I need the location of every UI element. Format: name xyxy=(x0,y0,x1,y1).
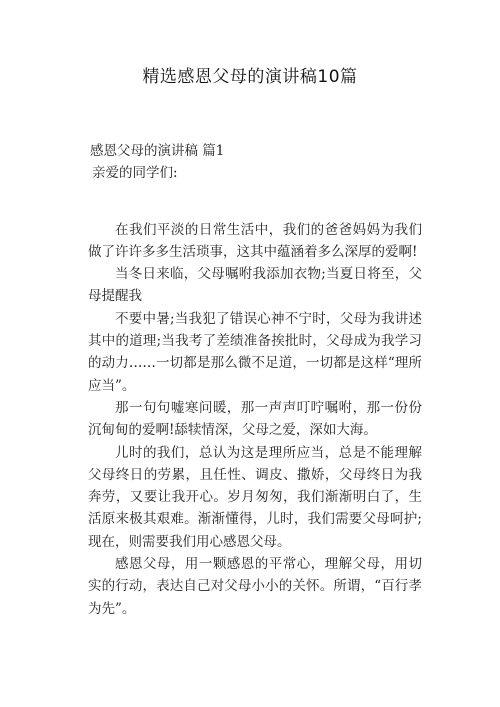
paragraph-4: 那一句句嘘寒问暖，那一声声叮咛嘱咐，那一份份沉甸甸的爱啊!舔犊情深，父母之爱，深如大海。 xyxy=(88,399,422,439)
section-heading: 感恩父母的演讲稿 篇1 xyxy=(90,143,225,159)
paragraph-1: 在我们平淡的日常生活中，我们的爸爸妈妈为我们做了许许多多生活琐事，这其中蕴涵着多么深厚的爱啊! xyxy=(88,221,422,260)
paragraph-3: 不要中暑;当我犯了错误心神不宁时，父母为我讲述其中的道理;当我考了差绩准备挨批时，父母成为我学习的动力……一切都是那么微不足道，一切都是这样“理所应当”。 xyxy=(88,310,422,394)
paragraph-2: 当冬日来临，父母嘱咐我添加衣物;当夏日将至，父母提醒我 xyxy=(88,266,422,305)
document-body xyxy=(88,140,422,620)
paragraph-6: 感恩父母，用一颗感恩的平常心，理解父母，用切实的行动，表达自己对父母小小的关怀。所谓，“百行孝为先”。 xyxy=(88,556,422,617)
document-title: 精选感恩父母的演讲稿10篇 xyxy=(142,67,358,87)
paragraph-gap xyxy=(88,185,422,219)
salutation: 亲爱的同学们: xyxy=(92,165,178,182)
paragraph-5: 儿时的我们，总认为这是理所应当，总是不能理解父母终日的劳累，且任性、调皮、撒娇，父母终日为我奔劳，又要让我开心。岁月匆匆，我们渐渐明白了，生活原来极其艰难。渐渐懂得，儿时，我们需要父母呵护;现在，则需要我们用心感恩父母。 xyxy=(88,444,422,550)
